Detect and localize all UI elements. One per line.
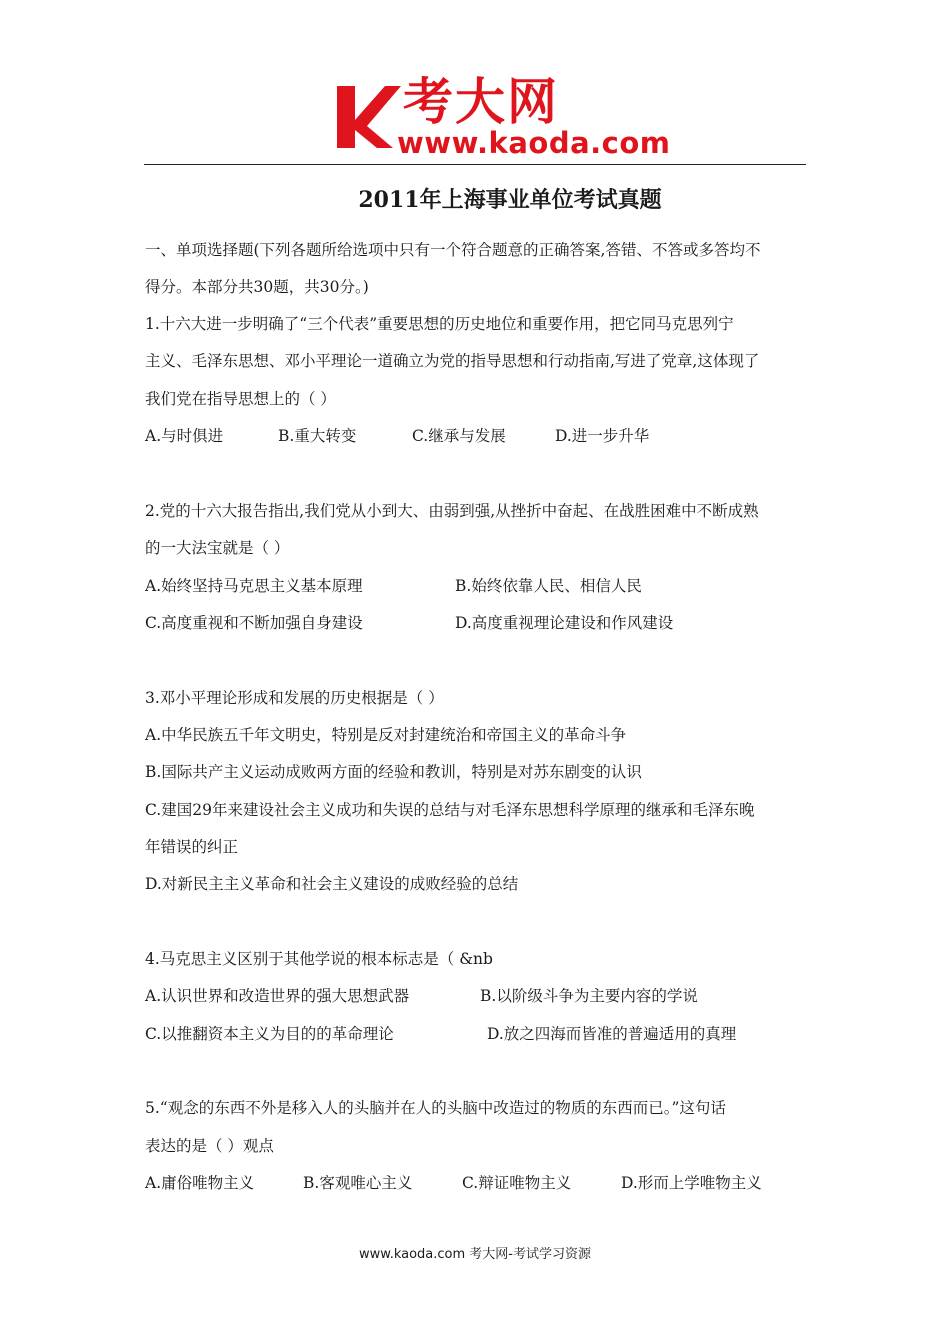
- question-2-text: 的一大法宝就是（ ）: [145, 539, 290, 557]
- question-3-text: 3.邓小平理论形成和发展的历史根据是（ ）: [145, 689, 444, 707]
- question-5-option-d: D.形而上学唯物主义: [621, 1174, 762, 1192]
- kaoda-logo: [333, 72, 671, 162]
- question-1-text: 主义、毛泽东思想、邓小平理论一道确立为党的指导思想和行动指南,写进了党章,这体现了: [145, 352, 760, 370]
- page-footer: www.kaoda.com 考大网-考试学习资源: [359, 1247, 591, 1262]
- section-intro-line: 得分。本部分共30题，共30分。): [145, 278, 369, 296]
- question-3-option-d: D.对新民主主义革命和社会主义建设的成败经验的总结: [145, 875, 519, 893]
- question-5-option-a: A.庸俗唯物主义: [145, 1174, 255, 1192]
- section-intro-line: 一、单项选择题(下列各题所给选项中只有一个符合题意的正确答案,答错、不答或多答均不: [145, 241, 761, 259]
- question-1-option-a: A.与时俱进: [145, 427, 224, 445]
- logo-chinese-text: 考大网: [403, 73, 559, 131]
- header-divider: [144, 164, 806, 165]
- question-1-option-d: D.进一步升华: [555, 427, 650, 445]
- question-5-text: 5.“观念的东西不外是移入人的头脑并在人的头脑中改造过的物质的东西而已。”这句话: [145, 1099, 726, 1117]
- question-2-option-d: D.高度重视理论建设和作风建设: [455, 614, 674, 632]
- k-logo-icon: [333, 80, 403, 154]
- question-3-option-b: B.国际共产主义运动成败两方面的经验和教训，特别是对苏东剧变的认识: [145, 763, 642, 781]
- question-4-option-c: C.以推翻资本主义为目的的革命理论: [145, 1025, 394, 1043]
- question-4-option-d: D.放之四海而皆准的普遍适用的真理: [487, 1025, 737, 1043]
- page-title: 2011年上海事业单位考试真题: [358, 187, 662, 213]
- question-2-option-c: C.高度重视和不断加强自身建设: [145, 614, 363, 632]
- question-5-option-c: C.辩证唯物主义: [462, 1174, 572, 1192]
- question-1-option-b: B.重大转变: [278, 427, 357, 445]
- question-5-option-b: B.客观唯心主义: [303, 1174, 413, 1192]
- question-4-option-a: A.认识世界和改造世界的强大思想武器: [145, 987, 410, 1005]
- question-4-option-b: B.以阶级斗争为主要内容的学说: [480, 987, 698, 1005]
- question-2-option-a: A.始终坚持马克思主义基本原理: [145, 577, 363, 595]
- question-2-text: 2.党的十六大报告指出,我们党从小到大、由弱到强,从挫折中奋起、在战胜困难中不断成熟: [145, 502, 759, 520]
- question-1-text: 我们党在指导思想上的（ ）: [145, 390, 336, 408]
- question-2-option-b: B.始终依靠人民、相信人民: [455, 577, 642, 595]
- question-5-text: 表达的是（ ）观点: [145, 1137, 274, 1155]
- question-4-text: 4.马克思主义区别于其他学说的根本标志是（ &nb: [145, 950, 493, 968]
- question-3-option-c: C.建国29年来建设社会主义成功和失误的总结与对毛泽东思想科学原理的继承和毛泽东晚: [145, 801, 755, 819]
- question-1-text: 1.十六大进一步明确了“三个代表”重要思想的历史地位和重要作用，把它同马克思列宁: [145, 315, 734, 333]
- question-3-option-a: A.中华民族五千年文明史，特别是反对封建统治和帝国主义的革命斗争: [145, 726, 627, 744]
- question-3-option-c-cont: 年错误的纠正: [145, 838, 239, 856]
- logo-url-text: www.kaoda.com: [397, 126, 671, 160]
- question-1-option-c: C.继承与发展: [412, 427, 506, 445]
